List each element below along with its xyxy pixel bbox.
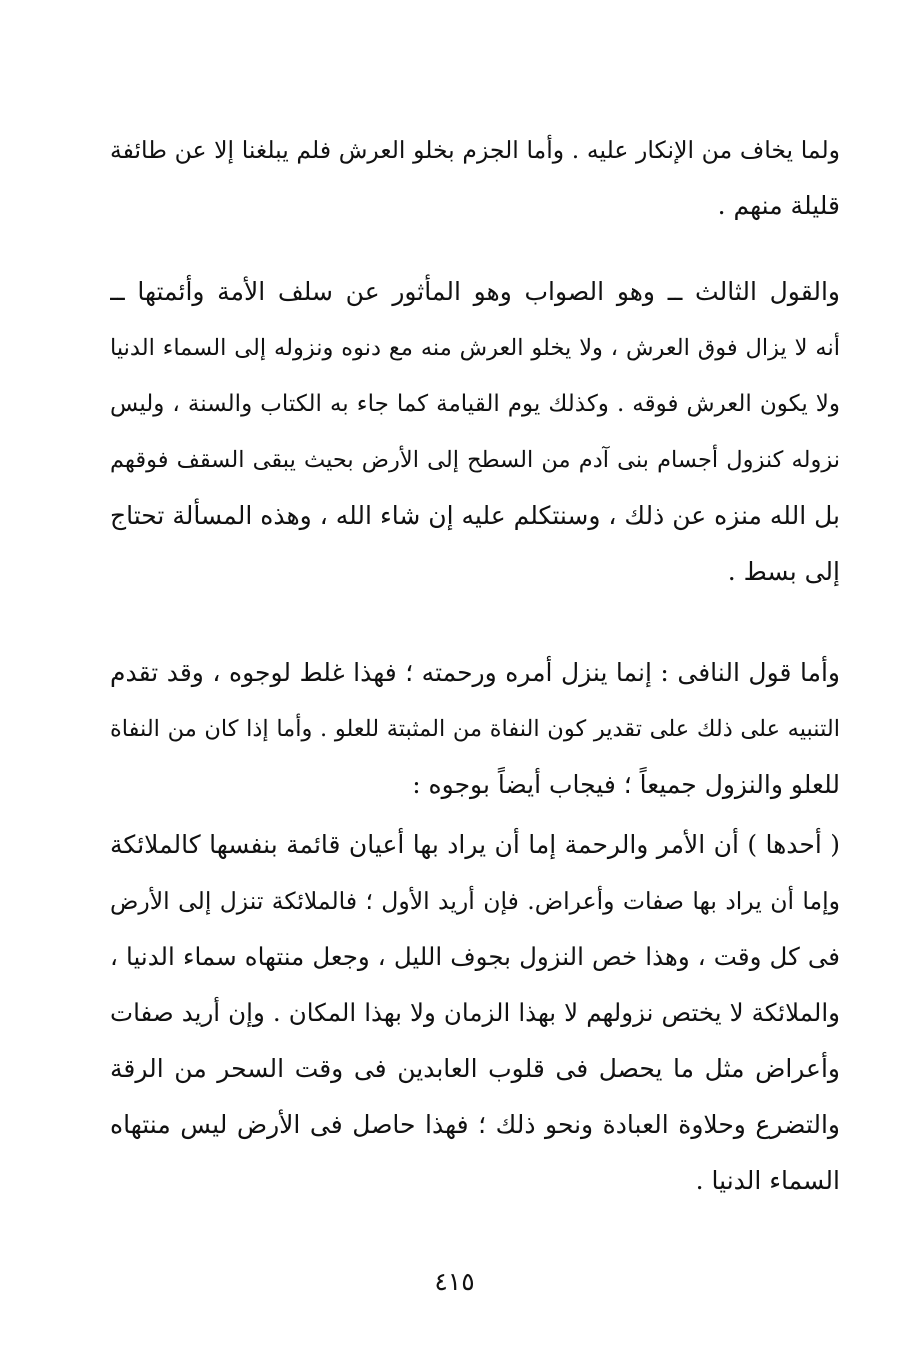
text-line: للعلو والنزول جميعاً ؛ فيجاب أيضاً بوجوه :	[412, 770, 840, 799]
text-line: والتضرع وحلاوة العبادة ونحو ذلك ؛ فهذا حاصل فى الأرض ليس منتهاه	[110, 1110, 840, 1139]
page-number: ٤١٥	[434, 1267, 475, 1296]
text-line: والملائكة لا يختص نزولهم لا بهذا الزمان ولا بهذا المكان . وإن أريد صفات	[110, 998, 840, 1027]
text-line: السماء الدنيا .	[695, 1166, 840, 1195]
text-line: ولما يخاف من الإنكار عليه . وأما الجزم بخلو العرش فلم يبلغنا إلا عن طائفة	[110, 136, 840, 164]
text-line: وأعراض مثل ما يحصل فى قلوب العابدين فى وقت السحر من الرقة	[110, 1054, 840, 1083]
text-line: بل الله منزه عن ذلك ، وسنتكلم عليه إن شاء الله ، وهذه المسألة تحتاج	[110, 501, 840, 530]
text-line: وإما أن يراد بها صفات وأعراض. فإن أريد الأول ؛ فالملائكة تنزل إلى الأرض	[110, 887, 840, 915]
text-line: إلى بسط .	[727, 557, 840, 586]
text-line: التنبيه على ذلك على تقدير كون النفاة من المثبتة للعلو . وأما إذا كان من النفاة	[110, 716, 840, 742]
text-line: ( أحدها ) أن الأمر والرحمة إما أن يراد بها أعيان قائمة بنفسها كالملائكة	[110, 830, 840, 859]
text-line: أنه لا يزال فوق العرش ، ولا يخلو العرش منه مع دنوه ونزوله إلى السماء الدنيا	[110, 335, 840, 361]
paragraph-2	[110, 264, 840, 600]
paragraph-4	[110, 817, 840, 1209]
text-line: نزوله كنزول أجسام بنى آدم من السطح إلى الأرض بحيث يبقى السقف فوقهم	[110, 447, 840, 473]
paragraph-3	[110, 645, 840, 813]
text-line: وأما قول النافى : إنما ينزل أمره ورحمته ؛ فهذا غلط لوجوه ، وقد تقدم	[110, 658, 840, 687]
text-line: فى كل وقت ، وهذا خص النزول بجوف الليل ، وجعل منتهاه سماء الدنيا ،	[110, 942, 840, 971]
paragraph-1	[110, 122, 840, 234]
text-line: والقول الثالث ــ وهو الصواب وهو المأثور عن سلف الأمة وأئمتها ــ	[110, 277, 840, 306]
text-line: ولا يكون العرش فوقه . وكذلك يوم القيامة كما جاء به الكتاب والسنة ، وليس	[110, 391, 840, 417]
text-line: قليلة منهم .	[717, 191, 840, 220]
